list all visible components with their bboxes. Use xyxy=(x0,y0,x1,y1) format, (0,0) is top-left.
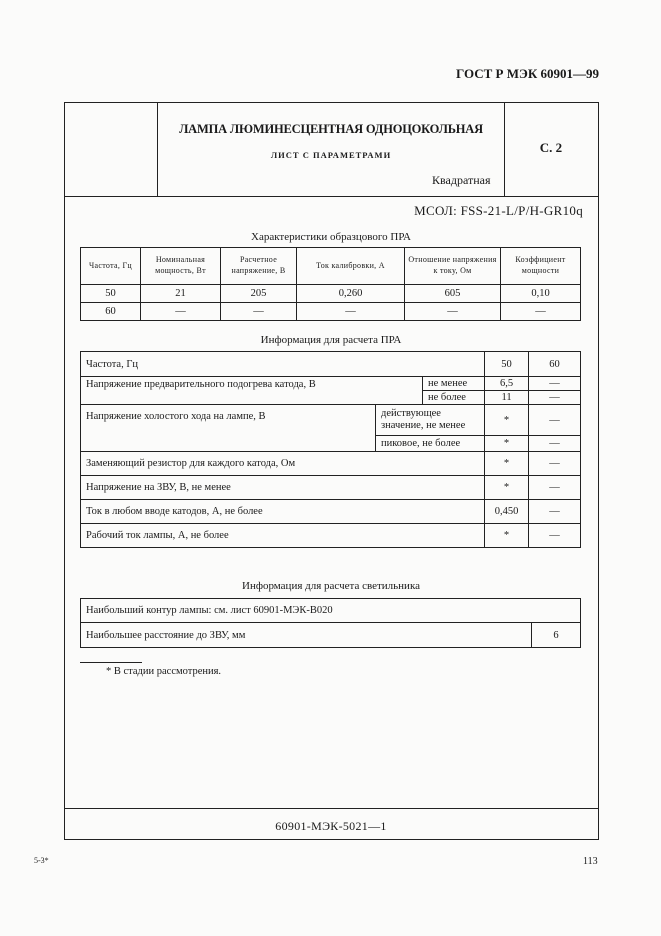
starter-voltage-50: * xyxy=(485,476,529,500)
lead-current-60: — xyxy=(529,500,581,524)
column-header: Расчетное напряжение, В xyxy=(221,248,297,285)
reference-ballast-caption: Характеристики образцового ПРА xyxy=(251,231,411,243)
preheat-min-label: не менее xyxy=(423,377,485,391)
footnote: * В стадии рассмотрения. xyxy=(106,666,222,677)
lamp-shape: Квадратная xyxy=(432,173,491,187)
starter-distance-label: Наибольшее расстояние до ЗВУ, мм xyxy=(81,623,532,648)
table-cell: 0,260 xyxy=(297,285,405,303)
header-left-cell xyxy=(64,102,158,196)
ocv-rms-50: * xyxy=(485,405,529,436)
footnote-rule xyxy=(80,662,142,663)
reference-ballast-table xyxy=(80,247,581,321)
table-row xyxy=(81,599,581,623)
starter-voltage-60: — xyxy=(529,476,581,500)
header-divider xyxy=(64,196,598,197)
page-label: С. 2 xyxy=(539,140,563,155)
ocv-peak-50: * xyxy=(485,436,529,452)
table-cell: — xyxy=(405,303,501,321)
table-cell: 0,10 xyxy=(501,285,581,303)
sheet-code: 60901-МЭК-5021—1 xyxy=(275,819,387,833)
footer-divider xyxy=(64,808,598,809)
table-cell: 21 xyxy=(141,285,221,303)
table-row xyxy=(81,303,581,321)
column-header: Частота, Гц xyxy=(81,248,141,285)
sheet-title: ЛАМПА ЛЮМИНЕСЦЕНТНАЯ ОДНОЦОКОЛЬНАЯ xyxy=(179,122,483,136)
lamp-code: МСОЛ: FSS-21-L/P/H-GR10q xyxy=(414,203,583,218)
ocv-rms-label: действующее значение, не менее xyxy=(376,405,485,436)
table-row xyxy=(81,377,581,391)
resistor-50: * xyxy=(485,452,529,476)
table-cell: 60 xyxy=(81,303,141,321)
table-cell: — xyxy=(501,303,581,321)
luminaire-info-caption: Информация для расчета светильника xyxy=(242,580,420,592)
lead-current-50: 0,450 xyxy=(485,500,529,524)
frequency-60: 60 xyxy=(529,352,581,377)
standard-number: ГОСТ Р МЭК 60901—99 xyxy=(456,66,599,81)
preheat-label: Напряжение предварительного подогрева катода, В xyxy=(81,377,423,405)
column-header: Ток калибровки, А xyxy=(297,248,405,285)
table-row xyxy=(81,476,581,500)
preheat-min-50: 6,5 xyxy=(485,377,529,391)
table-row xyxy=(81,285,581,303)
table-row xyxy=(81,623,581,648)
lamp-contour-text: Наибольший контур лампы: см. лист 60901-МЭК-В020 xyxy=(81,599,581,623)
resistor-60: — xyxy=(529,452,581,476)
operating-current-50: * xyxy=(485,524,529,548)
table-cell: — xyxy=(297,303,405,321)
ocv-label: Напряжение холостого хода на лампе, В xyxy=(81,405,376,452)
preheat-max-label: не более xyxy=(423,391,485,405)
page-number: 113 xyxy=(583,856,598,867)
frequency-label: Частота, Гц xyxy=(81,352,485,377)
lead-current-label: Ток в любом вводе катодов, А, не более xyxy=(81,500,485,524)
ocv-peak-60: — xyxy=(529,436,581,452)
column-header: Отношение напряжения к току, Ом xyxy=(405,248,501,285)
table-cell: — xyxy=(141,303,221,321)
starter-voltage-label: Напряжение на ЗВУ, В, не менее xyxy=(81,476,485,500)
ballast-info-table xyxy=(80,351,581,548)
luminaire-info-table xyxy=(80,598,581,648)
starter-distance-value: 6 xyxy=(532,623,581,648)
ocv-rms-60: — xyxy=(529,405,581,436)
resistor-label: Заменяющий резистор для каждого катода, Ом xyxy=(81,452,485,476)
table-header-row xyxy=(81,248,581,285)
preheat-min-60: — xyxy=(529,377,581,391)
preheat-max-60: — xyxy=(529,391,581,405)
table-cell: 50 xyxy=(81,285,141,303)
column-header: Номинальная мощность, Вт xyxy=(141,248,221,285)
sheet-subtitle: ЛИСТ С ПАРАМЕТРАМИ xyxy=(270,150,392,160)
column-header: Коэффициент мощности xyxy=(501,248,581,285)
table-row xyxy=(81,524,581,548)
table-cell: 605 xyxy=(405,285,501,303)
ocv-peak-label: пиковое, не более xyxy=(376,436,485,452)
operating-current-label: Рабочий ток лампы, А, не более xyxy=(81,524,485,548)
table-row xyxy=(81,452,581,476)
table-row xyxy=(81,405,581,436)
table-row xyxy=(81,500,581,524)
frequency-50: 50 xyxy=(485,352,529,377)
table-row xyxy=(81,352,581,377)
ballast-info-caption: Информация для расчета ПРА xyxy=(260,334,402,346)
preheat-max-50: 11 xyxy=(485,391,529,405)
table-cell: — xyxy=(221,303,297,321)
table-cell: 205 xyxy=(221,285,297,303)
operating-current-60: — xyxy=(529,524,581,548)
sheet-mark: 5-3* xyxy=(34,856,49,865)
